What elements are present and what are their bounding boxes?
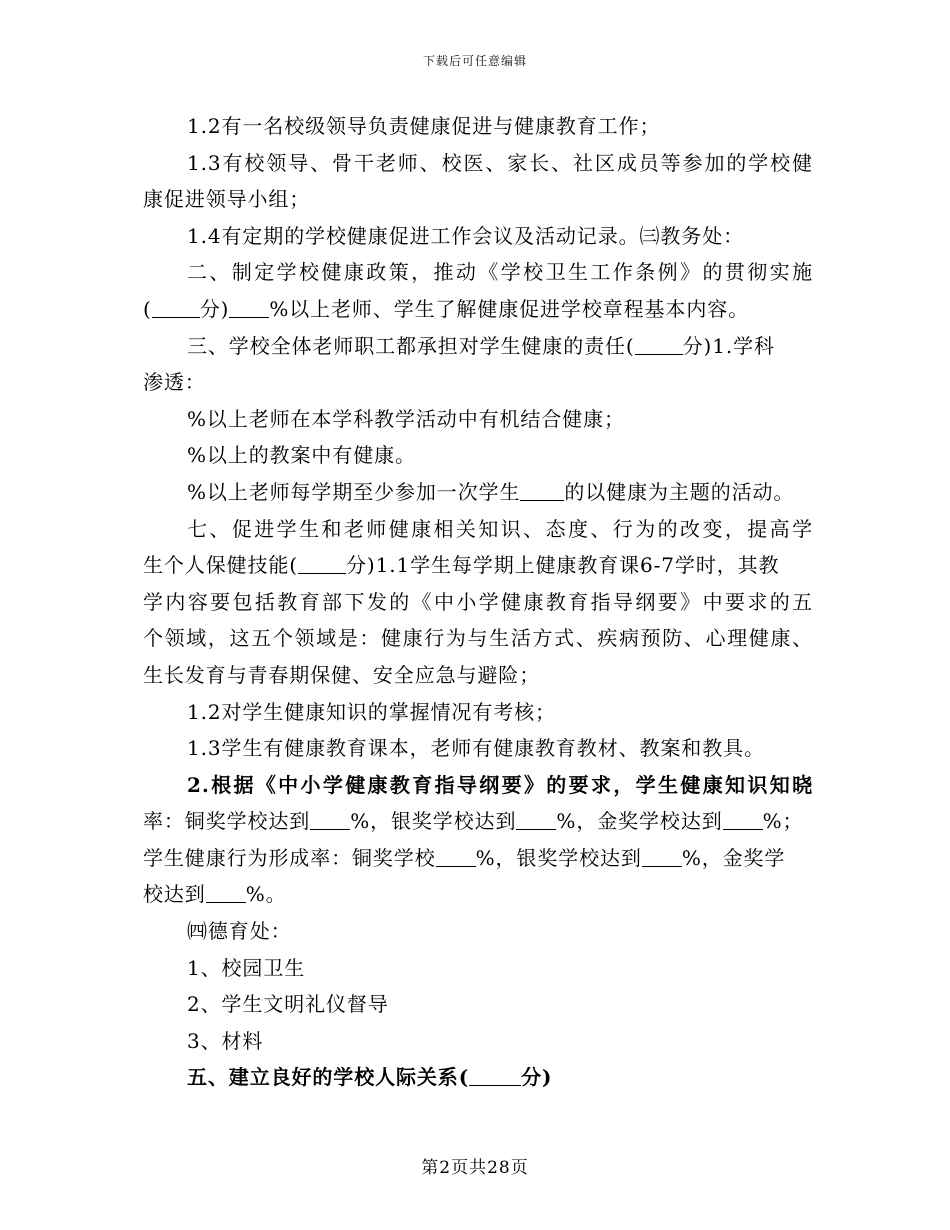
text-segment: 三、学校全体老师职工都承担对学生健康的责任(	[187, 333, 635, 358]
paragraph-line: 1.2对学生健康知识的掌握情况有考核；	[187, 699, 556, 724]
text-segment: 分)	[521, 1065, 553, 1090]
text-segment: 校达到	[143, 882, 206, 907]
text-segment: %以上老师每学期至少参加一次学生	[187, 479, 521, 504]
paragraph-line: 1.3学生有健康教育课本，老师有健康教育教材、教案和教具。	[187, 736, 765, 761]
fill-in-blank	[516, 809, 556, 830]
paragraph-line: 学内容要包括教育部下发的《中小学健康教育指导纲要》中要求的五	[143, 589, 813, 614]
paragraph-line	[143, 840, 813, 877]
paragraph-line: 二、制定学校健康政策，推动《学校卫生工作条例》的贯彻实施	[187, 260, 813, 285]
paragraph-line: ㈣德育处：	[187, 919, 292, 944]
paragraph-line	[143, 876, 813, 913]
paragraph-line: 1.4有定期的学校健康促进工作会议及活动记录。㈢教务处：	[187, 223, 745, 248]
fill-in-blank	[310, 809, 350, 830]
paragraph-line: 生长发育与青春期保健、安全应急与避险；	[143, 662, 541, 687]
paragraph-line	[143, 474, 813, 511]
text-segment: %，银奖学校达到	[475, 845, 642, 870]
page-number: 第2页共28页	[421, 1158, 529, 1178]
text-segment: %；	[762, 809, 804, 834]
text-segment: (	[143, 296, 152, 321]
paragraph-line: 康促进领导小组；	[143, 187, 311, 212]
paragraph-line: 七、促进学生和老师健康相关知识、态度、行为的改变，提高学	[187, 516, 813, 541]
text-segment: %，金奖学	[681, 845, 786, 870]
text-segment: 生个人保健技能(	[143, 553, 299, 578]
fill-in-blank	[469, 1065, 521, 1086]
paragraph-line	[143, 803, 813, 840]
document-body	[143, 108, 813, 1096]
fill-in-blank	[298, 553, 346, 574]
text-segment: 学生健康行为形成率：铜奖学校	[143, 845, 436, 870]
fill-in-blank	[635, 334, 683, 355]
paragraph-line: 渗透：	[143, 370, 206, 395]
text-segment: 分)	[199, 296, 230, 321]
text-segment: 的以健康为主题的活动。	[564, 479, 795, 504]
paragraph-line: 1.2有一名校级领导负责健康促进与健康教育工作；	[187, 114, 661, 138]
paragraph-line: %以上老师在本学科教学活动中有机结合健康；	[187, 406, 625, 431]
fill-in-blank	[206, 882, 246, 903]
paragraph-line	[143, 328, 813, 365]
text-segment: 分)1.学科	[682, 333, 775, 358]
paragraph-line: 2.根据《中小学健康教育指导纲要》的要求，学生健康知识知晓	[187, 772, 813, 797]
paragraph-line	[143, 547, 813, 584]
paragraph-line: 个领域，这五个领域是：健康行为与生活方式、疾病预防、心理健康、	[143, 626, 813, 651]
paragraph-line	[143, 1059, 813, 1096]
text-segment: 率：铜奖学校达到	[143, 809, 311, 834]
paragraph-line	[143, 291, 813, 328]
paragraph-line: 1、校园卫生	[187, 955, 306, 980]
fill-in-blank	[436, 846, 476, 867]
paragraph-line: 2、学生文明礼仪督导	[187, 992, 389, 1017]
text-segment: %。	[245, 882, 287, 907]
text-segment: %，银奖学校达到	[350, 809, 517, 834]
fill-in-blank	[229, 297, 269, 318]
paragraph-line: 1.3有校领导、骨干老师、校医、家长、社区成员等参加的学校健	[187, 150, 813, 175]
fill-in-blank	[152, 297, 200, 318]
fill-in-blank	[642, 846, 682, 867]
page-header-note: 下载后可任意编辑	[422, 54, 527, 68]
fill-in-blank	[723, 809, 763, 830]
paragraph-line: 3、材料	[187, 1028, 264, 1053]
paragraph-line: %以上的教案中有健康。	[187, 443, 416, 468]
text-segment: 五、建立良好的学校人际关系(	[187, 1065, 470, 1090]
text-segment: %，金奖学校达到	[556, 809, 723, 834]
fill-in-blank	[520, 480, 564, 501]
text-segment: 分)1.1学生每学期上健康教育课6-7学时，其教	[346, 553, 780, 578]
text-segment: %以上老师、学生了解健康促进学校章程基本内容。	[269, 296, 750, 321]
